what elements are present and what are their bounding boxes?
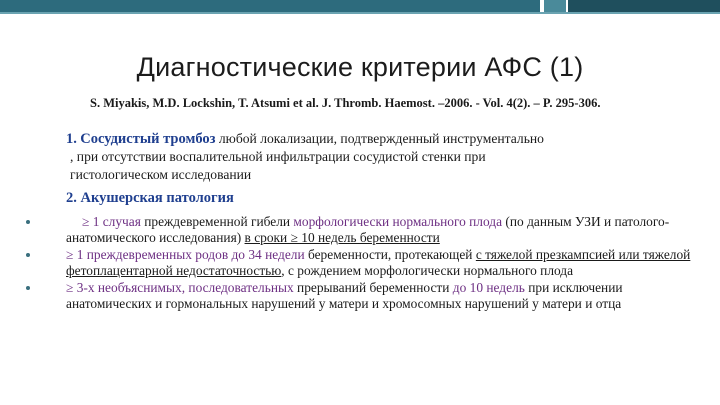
bullet-icon [26, 286, 30, 290]
top-bar-segment [568, 0, 720, 12]
reference-citation: S. Miyakis, M.D. Lockshin, T. Atsumi et al. J. Thromb. Haemost. –2006. - Vol. 4(2). – P. 295-306. [90, 96, 601, 110]
bullet-1-highlight: морфологически нормального плода [293, 214, 503, 229]
bullet-3-count: ≥ 3-х необъяснимых, последовательных [66, 280, 294, 295]
criterion-2-list [66, 214, 706, 313]
bullet-2-text: беременности, протекающей [304, 247, 476, 262]
bullet-1-text: преждевременной гибели [140, 214, 294, 229]
criterion-1-line1: любой локализации, подтвержденный инструментально [215, 131, 544, 146]
criterion-1-line2: , при отсутствии воспалительной инфильтрации сосудистой стенки при [70, 149, 486, 164]
bullet-1-text-2: (по данным УЗИ и патолого-анатомического исследования) [66, 214, 670, 245]
top-bar-segment [0, 0, 540, 12]
bullet-1-count: ≥ 1 случая [82, 214, 141, 229]
top-bar-line [0, 12, 720, 14]
criterion-1 [66, 130, 696, 184]
list-item [66, 214, 706, 246]
top-bar-segment [544, 0, 566, 12]
criterion-1-number: 1. [66, 131, 77, 147]
list-item [66, 247, 706, 279]
criterion-1-line3: гистологическом исследовании [70, 167, 252, 182]
bullet-3-text-2: при исключении анатомических и гормональных нарушений у матери и хромосомных нарушений у матери и отца [66, 280, 623, 311]
bullet-icon [26, 253, 30, 257]
bullet-3-text: прерываний беременности [293, 280, 453, 295]
slide-title: Диагностические критерии АФС (1) [136, 52, 584, 82]
bullet-1-term: в сроки ≥ 10 недель беременности [244, 230, 440, 245]
bullet-2-count: ≥ 1 преждевременных родов до 34 недели [66, 247, 305, 262]
criterion-2-heading: 2. Акушерская патология [66, 190, 234, 206]
list-item [66, 280, 706, 312]
bullet-3-highlight: до 10 недель [452, 280, 525, 295]
bullet-2-text-2: , с рождением морфологически нормального плода [281, 263, 574, 278]
bullet-icon [26, 220, 30, 224]
top-decor-bar [0, 0, 720, 12]
criterion-1-heading: Сосудистый тромбоз [80, 131, 216, 147]
bullet-2-highlight: с тяжелой презкампсией или тяжелой фетоплацентарной недостаточностью [66, 247, 691, 278]
